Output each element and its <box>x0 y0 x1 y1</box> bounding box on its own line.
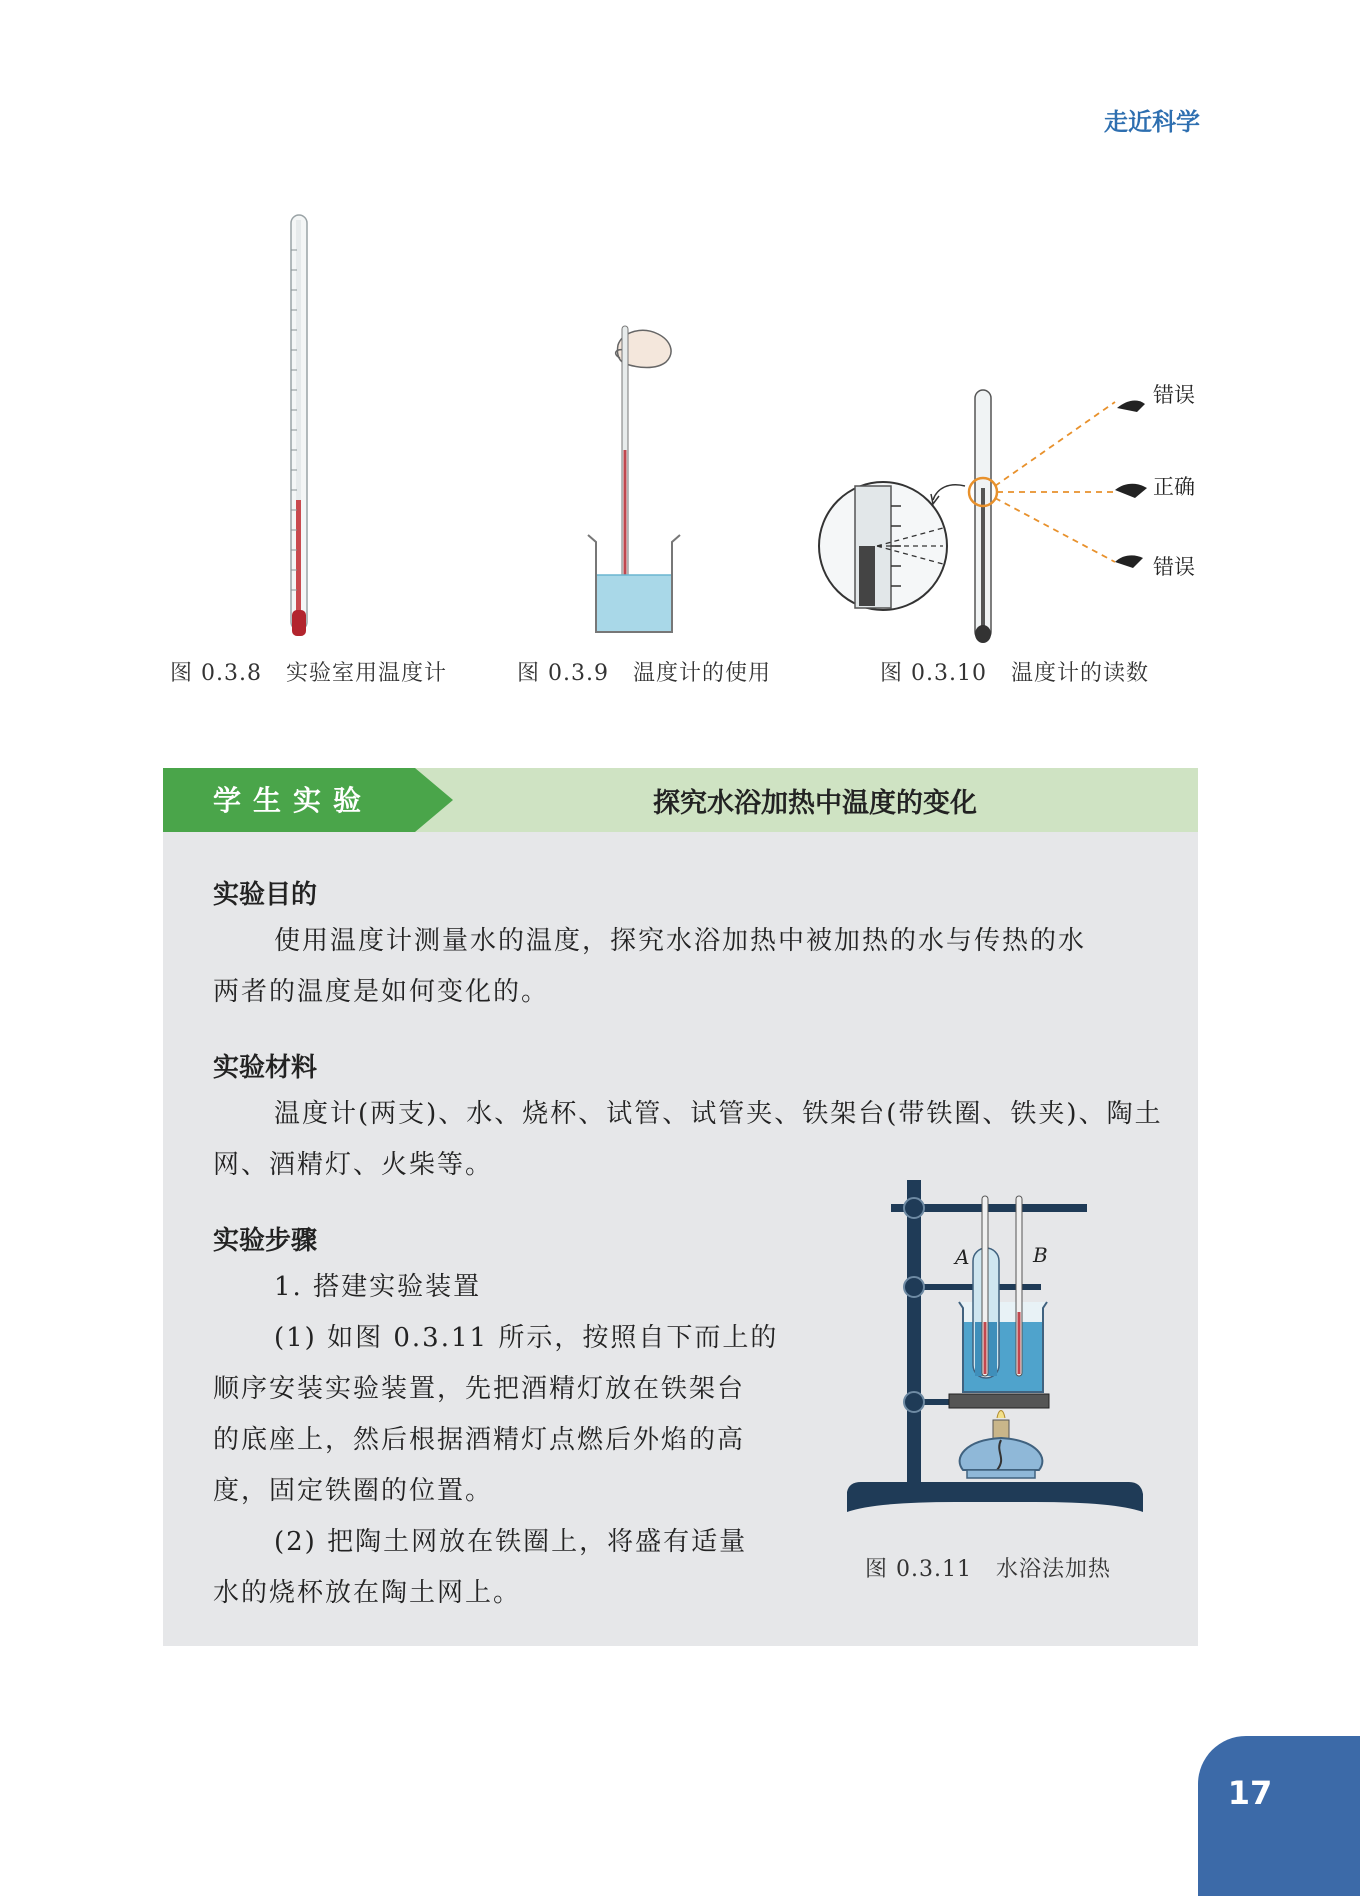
paragraph-line: 两者的温度是如何变化的。 <box>213 977 550 1007</box>
paragraph-line: 使用温度计测量水的温度，探究水浴加热中被加热的水与传热的水 <box>274 926 1087 956</box>
label-b: B <box>1033 1243 1048 1267</box>
label-wrong-bottom: 错误 <box>1153 555 1195 579</box>
paragraph-line: (1) 如图 0.3.11 所示，按照自下而上的 <box>274 1323 779 1353</box>
section-heading: 实验材料 <box>213 1053 318 1083</box>
figure-thermometer-use <box>580 320 700 640</box>
label-wrong-top: 错误 <box>1153 383 1195 407</box>
eye-icon <box>1115 401 1147 568</box>
figure-caption: 图 0.3.11 水浴法加热 <box>865 1557 1111 1582</box>
paragraph-line: (2) 把陶土网放在铁圈上，将盛有适量 <box>274 1527 748 1557</box>
paragraph-line: 的底座上，然后根据酒精灯点燃后外焰的高 <box>213 1425 746 1455</box>
experiment-tab-label: 学生实验 <box>213 784 374 817</box>
label-correct: 正确 <box>1153 475 1195 499</box>
section-heading: 实验步骤 <box>213 1226 318 1256</box>
paragraph-line: 度，固定铁圈的位置。 <box>213 1476 494 1506</box>
figure-caption: 图 0.3.8 实验室用温度计 <box>170 661 447 686</box>
figure-water-bath <box>835 1172 1155 1542</box>
paragraph-line: 水的烧杯放在陶土网上。 <box>213 1578 522 1608</box>
figure-caption: 图 0.3.9 温度计的使用 <box>517 661 771 686</box>
figure-thermometer-reading <box>815 378 1205 648</box>
page-number: 17 <box>1227 1774 1273 1812</box>
step-title: 1. 搭建实验装置 <box>274 1272 482 1302</box>
section-heading: 实验目的 <box>213 880 318 910</box>
figure-caption: 图 0.3.10 温度计的读数 <box>880 661 1149 686</box>
paragraph-line: 顺序安装实验装置，先把酒精灯放在铁架台 <box>213 1374 746 1404</box>
chapter-title: 走近科学 <box>1104 108 1200 136</box>
experiment-title: 探究水浴加热中温度的变化 <box>653 788 977 819</box>
label-a: A <box>955 1245 970 1269</box>
page-number-tab <box>1198 1736 1360 1896</box>
paragraph-line: 网、酒精灯、火柴等。 <box>213 1150 494 1180</box>
paragraph-line: 温度计(两支)、水、烧杯、试管、试管夹、铁架台(带铁圈、铁夹)、陶土 <box>274 1099 1163 1129</box>
figure-lab-thermometer <box>280 210 320 640</box>
